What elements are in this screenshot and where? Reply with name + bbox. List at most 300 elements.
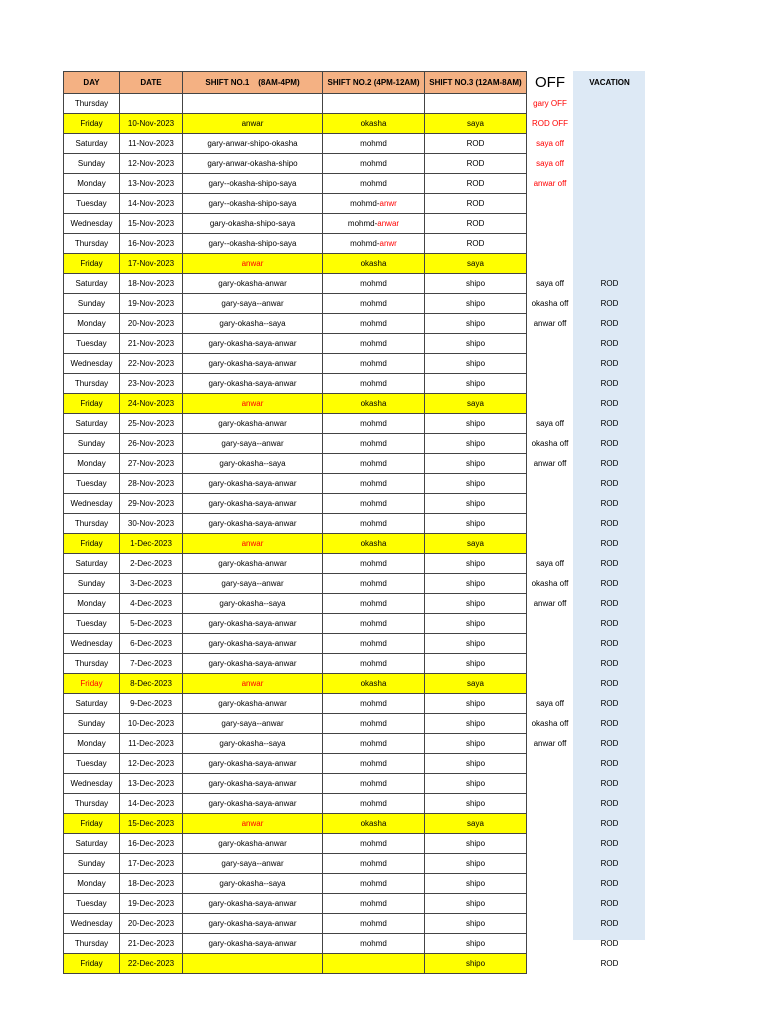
table-row: [64, 254, 646, 274]
shift-2-cell: mohmd: [323, 414, 425, 434]
off-cell: [527, 534, 574, 554]
off-cell: [527, 214, 574, 234]
off-cell: saya off: [536, 159, 564, 168]
vacation-cell: ROD: [600, 679, 619, 688]
shift-2-extra: anwar: [377, 219, 400, 228]
shift-3-cell: shipo: [425, 934, 527, 954]
table-row: [64, 594, 646, 614]
table-row: [64, 214, 646, 234]
shift-2-cell: okasha: [323, 114, 425, 134]
vacation-cell: ROD: [600, 279, 619, 288]
off-cell: [527, 774, 574, 794]
shift-2-cell: [323, 954, 425, 974]
shift-3-cell: saya: [425, 114, 527, 134]
off-cell: saya off: [536, 419, 564, 428]
vacation-cell: [574, 214, 646, 234]
shift-1-cell: gary--okasha-shipo-saya: [183, 174, 323, 194]
off-cell: [527, 514, 574, 534]
day-cell: Wednesday: [64, 214, 120, 234]
shift-2-cell: mohmd: [323, 554, 425, 574]
shift-1-cell: gary-saya--anwar: [183, 294, 323, 314]
shift-3-cell: saya: [425, 534, 527, 554]
date-cell: 19-Nov-2023: [120, 294, 183, 314]
date-cell: 18-Nov-2023: [120, 274, 183, 294]
shift-1-cell: gary-okasha-saya-anwar: [183, 474, 323, 494]
table-row: [64, 754, 646, 774]
shift-3-cell: shipo: [425, 954, 527, 974]
day-cell: Monday: [64, 314, 120, 334]
off-cell: okasha off: [531, 439, 569, 448]
shift-2-cell: mohmd: [323, 294, 425, 314]
shift-2-cell: mohmd: [323, 614, 425, 634]
shift-2-cell: [323, 214, 425, 234]
date-cell: 29-Nov-2023: [120, 494, 183, 514]
off-cell: anwar off: [533, 179, 567, 188]
vacation-cell: ROD: [600, 759, 619, 768]
date-cell: 28-Nov-2023: [120, 474, 183, 494]
shift-3-cell: shipo: [425, 414, 527, 434]
vacation-cell: ROD: [600, 779, 619, 788]
shift-3-cell: shipo: [425, 454, 527, 474]
shift-3-cell: shipo: [425, 694, 527, 714]
vacation-cell: [574, 94, 646, 114]
header-shift-1: SHIFT NO.1 (8AM-4PM): [183, 72, 323, 94]
shift-3-cell: shipo: [425, 794, 527, 814]
shift-2-cell: mohmd: [323, 874, 425, 894]
shift-1-cell: gary-saya--anwar: [183, 714, 323, 734]
shift-3-cell: saya: [425, 254, 527, 274]
table-row: [64, 774, 646, 794]
off-cell: [527, 874, 574, 894]
shift-1-cell: gary-okasha-saya-anwar: [183, 334, 323, 354]
table-row: [64, 294, 646, 314]
table-row: [64, 94, 646, 114]
table-row: [64, 674, 646, 694]
shift-1-cell: anwar: [183, 674, 323, 694]
shift-3-cell: ROD: [425, 214, 527, 234]
date-cell: 23-Nov-2023: [120, 374, 183, 394]
day-cell: Wednesday: [64, 774, 120, 794]
shift-1-cell: gary-anwar-shipo-okasha: [183, 134, 323, 154]
shift-3-cell: ROD: [425, 194, 527, 214]
shift-2-cell: mohmd: [323, 274, 425, 294]
off-cell: [527, 834, 574, 854]
header-shift-2: SHIFT NO.2 (4PM-12AM): [323, 72, 425, 94]
table-row: [64, 194, 646, 214]
shift-3-cell: shipo: [425, 434, 527, 454]
date-cell: 20-Dec-2023: [120, 914, 183, 934]
shift-1-cell: anwar: [183, 114, 323, 134]
shift-3-cell: shipo: [425, 474, 527, 494]
table-row: [64, 474, 646, 494]
shift-2-cell: okasha: [323, 254, 425, 274]
date-cell: 17-Nov-2023: [120, 254, 183, 274]
date-cell: 11-Nov-2023: [120, 134, 183, 154]
date-cell: 20-Nov-2023: [120, 314, 183, 334]
vacation-cell: ROD: [600, 919, 619, 928]
off-cell: anwar off: [533, 459, 567, 468]
shift-1-cell: gary-okasha-anwar: [183, 834, 323, 854]
shift-3-cell: shipo: [425, 914, 527, 934]
off-cell: [527, 394, 574, 414]
off-cell: anwar off: [533, 319, 567, 328]
shift-2-cell: mohmd: [323, 454, 425, 474]
off-cell: saya off: [536, 699, 564, 708]
off-cell: okasha off: [531, 719, 569, 728]
shift-3-cell: shipo: [425, 274, 527, 294]
date-cell: 10-Dec-2023: [120, 714, 183, 734]
shift-2-cell: mohmd: [323, 154, 425, 174]
shift-1-cell: gary-okasha-saya-anwar: [183, 614, 323, 634]
table-row: [64, 354, 646, 374]
shift-2-cell: [323, 94, 425, 114]
shift-3-cell: shipo: [425, 374, 527, 394]
off-cell: [527, 194, 574, 214]
off-cell: [527, 354, 574, 374]
table-row: [64, 394, 646, 414]
off-cell: [527, 934, 574, 954]
vacation-cell: [574, 134, 646, 154]
day-cell: Sunday: [64, 714, 120, 734]
date-cell: 25-Nov-2023: [120, 414, 183, 434]
date-cell: 4-Dec-2023: [120, 594, 183, 614]
date-cell: 14-Nov-2023: [120, 194, 183, 214]
shift-1-cell: [183, 94, 323, 114]
table-row: [64, 514, 646, 534]
day-cell: Tuesday: [64, 194, 120, 214]
vacation-cell: [574, 154, 646, 174]
table-row: [64, 854, 646, 874]
date-cell: 9-Dec-2023: [120, 694, 183, 714]
off-cell: [527, 814, 574, 834]
shift-3-cell: shipo: [425, 634, 527, 654]
off-cell: gary OFF: [533, 99, 567, 108]
off-cell: [527, 234, 574, 254]
day-cell: Wednesday: [64, 914, 120, 934]
table-row: [64, 934, 646, 954]
shift-3-cell: ROD: [425, 234, 527, 254]
shift-2-primary: mohmd-: [347, 219, 378, 228]
shift-3-cell: shipo: [425, 894, 527, 914]
vacation-cell: ROD: [600, 479, 619, 488]
shift-1-cell: gary--okasha-shipo-saya: [183, 194, 323, 214]
shift-2-cell: mohmd: [323, 734, 425, 754]
shift-2-cell: [323, 234, 425, 254]
off-cell: [527, 894, 574, 914]
table-row: [64, 874, 646, 894]
shift-2-cell: [323, 194, 425, 214]
vacation-cell: [574, 234, 646, 254]
shift-2-cell: mohmd: [323, 694, 425, 714]
table-row: [64, 734, 646, 754]
date-cell: 6-Dec-2023: [120, 634, 183, 654]
shift-2-cell: okasha: [323, 394, 425, 414]
shift-1-cell: gary-okasha-saya-anwar: [183, 374, 323, 394]
shift-2-cell: mohmd: [323, 934, 425, 954]
day-cell: Tuesday: [64, 474, 120, 494]
table-row: [64, 114, 646, 134]
shift-3-cell: ROD: [425, 154, 527, 174]
header-vacation: VACATION: [589, 78, 630, 87]
table-row: [64, 574, 646, 594]
off-cell: anwar off: [533, 599, 567, 608]
shift-2-extra: anwr: [379, 199, 397, 208]
off-cell: saya off: [536, 559, 564, 568]
vacation-cell: ROD: [600, 399, 619, 408]
shift-1-cell: gary-okasha-saya-anwar: [183, 634, 323, 654]
date-cell: [120, 94, 183, 114]
day-cell: Friday: [64, 254, 120, 274]
date-cell: 1-Dec-2023: [120, 534, 183, 554]
off-cell: [527, 494, 574, 514]
header-shift-3: SHIFT NO.3 (12AM-8AM): [425, 72, 527, 94]
date-cell: 16-Nov-2023: [120, 234, 183, 254]
table-row: [64, 174, 646, 194]
table-row: [64, 834, 646, 854]
day-cell: Thursday: [64, 234, 120, 254]
shift-2-cell: mohmd: [323, 514, 425, 534]
vacation-cell: ROD: [600, 359, 619, 368]
off-cell: saya off: [536, 279, 564, 288]
shift-1-cell: anwar: [183, 814, 323, 834]
shift-2-cell: mohmd: [323, 134, 425, 154]
off-cell: anwar off: [533, 739, 567, 748]
table-row: [64, 534, 646, 554]
vacation-cell: [574, 254, 646, 274]
day-cell: Tuesday: [64, 334, 120, 354]
day-cell: Tuesday: [64, 614, 120, 634]
shift-1-cell: gary-okasha-saya-anwar: [183, 934, 323, 954]
day-cell: Friday: [64, 534, 120, 554]
date-cell: 30-Nov-2023: [120, 514, 183, 534]
shift-1-cell: [183, 954, 323, 974]
off-cell: [527, 474, 574, 494]
shift-1-cell: gary-okasha--saya: [183, 314, 323, 334]
vacation-cell: ROD: [600, 659, 619, 668]
shift-2-cell: okasha: [323, 534, 425, 554]
shift-3-cell: shipo: [425, 614, 527, 634]
date-cell: 7-Dec-2023: [120, 654, 183, 674]
day-cell: Sunday: [64, 574, 120, 594]
day-cell: Saturday: [64, 694, 120, 714]
shift-2-cell: mohmd: [323, 794, 425, 814]
vacation-cell: [574, 114, 646, 134]
shift-3-cell: shipo: [425, 574, 527, 594]
day-cell: Wednesday: [64, 634, 120, 654]
shift-2-cell: mohmd: [323, 434, 425, 454]
day-cell: Monday: [64, 174, 120, 194]
shift-1-cell: gary-saya--anwar: [183, 574, 323, 594]
shift-2-cell: mohmd: [323, 174, 425, 194]
shift-3-cell: shipo: [425, 854, 527, 874]
shift-3-cell: saya: [425, 814, 527, 834]
table-row: [64, 614, 646, 634]
table-row: [64, 134, 646, 154]
vacation-cell: ROD: [600, 339, 619, 348]
date-cell: 22-Nov-2023: [120, 354, 183, 374]
vacation-cell: ROD: [600, 519, 619, 528]
vacation-cell: [574, 174, 646, 194]
shift-1-cell: gary--okasha-shipo-saya: [183, 234, 323, 254]
vacation-cell: ROD: [600, 299, 619, 308]
off-cell: [527, 254, 574, 274]
vacation-cell: ROD: [600, 539, 619, 548]
date-cell: 22-Dec-2023: [120, 954, 183, 974]
vacation-cell: ROD: [600, 939, 619, 948]
vacation-cell: ROD: [600, 819, 619, 828]
shift-1-cell: gary-okasha-saya-anwar: [183, 354, 323, 374]
date-cell: 19-Dec-2023: [120, 894, 183, 914]
table-row: [64, 454, 646, 474]
day-cell: Monday: [64, 874, 120, 894]
vacation-cell: ROD: [600, 879, 619, 888]
shift-2-cell: mohmd: [323, 834, 425, 854]
shift-3-cell: ROD: [425, 174, 527, 194]
day-cell: Friday: [64, 394, 120, 414]
shift-1-cell: gary-okasha-anwar: [183, 414, 323, 434]
day-cell: Thursday: [64, 94, 120, 114]
off-cell: [527, 754, 574, 774]
shift-1-cell: anwar: [183, 394, 323, 414]
vacation-cell: ROD: [600, 839, 619, 848]
day-cell: Monday: [64, 454, 120, 474]
shift-3-cell: [425, 94, 527, 114]
table-row: [64, 494, 646, 514]
date-cell: 18-Dec-2023: [120, 874, 183, 894]
table-row: [64, 694, 646, 714]
table-row: [64, 434, 646, 454]
off-cell: [527, 614, 574, 634]
vacation-cell: ROD: [600, 459, 619, 468]
table-row: [64, 554, 646, 574]
shift-2-cell: mohmd: [323, 634, 425, 654]
date-cell: 10-Nov-2023: [120, 114, 183, 134]
table-row: [64, 814, 646, 834]
vacation-cell: ROD: [600, 719, 619, 728]
shift-1-cell: gary-saya--anwar: [183, 434, 323, 454]
shift-2-cell: mohmd: [323, 894, 425, 914]
date-cell: 21-Nov-2023: [120, 334, 183, 354]
date-cell: 24-Nov-2023: [120, 394, 183, 414]
day-cell: Saturday: [64, 274, 120, 294]
shift-1-cell: gary-okasha-saya-anwar: [183, 654, 323, 674]
vacation-cell: ROD: [600, 579, 619, 588]
table-row: [64, 414, 646, 434]
off-cell: [527, 674, 574, 694]
vacation-cell: ROD: [600, 559, 619, 568]
table-row: [64, 234, 646, 254]
date-cell: 12-Nov-2023: [120, 154, 183, 174]
date-cell: 8-Dec-2023: [120, 674, 183, 694]
shift-3-cell: shipo: [425, 874, 527, 894]
day-cell: Thursday: [64, 374, 120, 394]
vacation-cell: ROD: [600, 699, 619, 708]
shift-3-cell: shipo: [425, 734, 527, 754]
vacation-cell: ROD: [600, 619, 619, 628]
day-cell: Tuesday: [64, 894, 120, 914]
day-cell: Saturday: [64, 554, 120, 574]
shift-3-cell: saya: [425, 674, 527, 694]
vacation-cell: ROD: [600, 419, 619, 428]
shift-1-cell: gary-okasha-anwar: [183, 694, 323, 714]
shift-2-cell: mohmd: [323, 714, 425, 734]
date-cell: 26-Nov-2023: [120, 434, 183, 454]
shift-1-cell: gary-okasha-saya-anwar: [183, 794, 323, 814]
vacation-cell: ROD: [600, 439, 619, 448]
off-cell: [527, 334, 574, 354]
shift-3-cell: saya: [425, 394, 527, 414]
vacation-cell: ROD: [600, 799, 619, 808]
day-cell: Friday: [64, 814, 120, 834]
date-cell: 15-Dec-2023: [120, 814, 183, 834]
off-cell: ROD OFF: [532, 119, 568, 128]
day-cell: Tuesday: [64, 754, 120, 774]
shift-3-cell: shipo: [425, 714, 527, 734]
day-cell: Thursday: [64, 794, 120, 814]
date-cell: 16-Dec-2023: [120, 834, 183, 854]
off-cell: okasha off: [531, 579, 569, 588]
vacation-cell: ROD: [600, 899, 619, 908]
table-header: [64, 72, 646, 94]
shift-3-cell: shipo: [425, 294, 527, 314]
off-cell: [527, 654, 574, 674]
vacation-cell: ROD: [600, 859, 619, 868]
off-cell: [527, 374, 574, 394]
shift-3-cell: shipo: [425, 594, 527, 614]
shift-2-cell: mohmd: [323, 574, 425, 594]
table-row: [64, 714, 646, 734]
vacation-cell: ROD: [600, 379, 619, 388]
shift-3-cell: shipo: [425, 354, 527, 374]
day-cell: Saturday: [64, 834, 120, 854]
shift-1-cell: gary-okasha-saya-anwar: [183, 494, 323, 514]
table-row: [64, 334, 646, 354]
shift-2-cell: mohmd: [323, 354, 425, 374]
shift-1-cell: gary-okasha--saya: [183, 874, 323, 894]
table-body: [64, 94, 646, 974]
off-cell: [527, 634, 574, 654]
date-cell: 15-Nov-2023: [120, 214, 183, 234]
shift-1-cell: gary-okasha-anwar: [183, 554, 323, 574]
table-row: [64, 314, 646, 334]
shift-1-cell: gary-okasha--saya: [183, 454, 323, 474]
day-cell: Friday: [64, 954, 120, 974]
off-cell: [527, 954, 574, 974]
shift-3-cell: shipo: [425, 314, 527, 334]
shift-schedule-table: [63, 71, 646, 974]
day-cell: Wednesday: [64, 354, 120, 374]
day-cell: Friday: [64, 114, 120, 134]
table-row: [64, 274, 646, 294]
shift-2-extra: anwr: [379, 239, 397, 248]
date-cell: 27-Nov-2023: [120, 454, 183, 474]
date-cell: 13-Dec-2023: [120, 774, 183, 794]
shift-2-cell: mohmd: [323, 774, 425, 794]
date-cell: 3-Dec-2023: [120, 574, 183, 594]
date-cell: 21-Dec-2023: [120, 934, 183, 954]
shift-3-cell: ROD: [425, 134, 527, 154]
shift-1-cell: anwar: [183, 534, 323, 554]
date-cell: 17-Dec-2023: [120, 854, 183, 874]
day-cell: Sunday: [64, 154, 120, 174]
shift-1-cell: gary-okasha-saya-anwar: [183, 514, 323, 534]
off-cell: [527, 794, 574, 814]
header-day: DAY: [64, 72, 120, 94]
day-cell: Monday: [64, 734, 120, 754]
shift-1-cell: gary-saya--anwar: [183, 854, 323, 874]
shift-2-cell: mohmd: [323, 654, 425, 674]
day-cell: Wednesday: [64, 494, 120, 514]
